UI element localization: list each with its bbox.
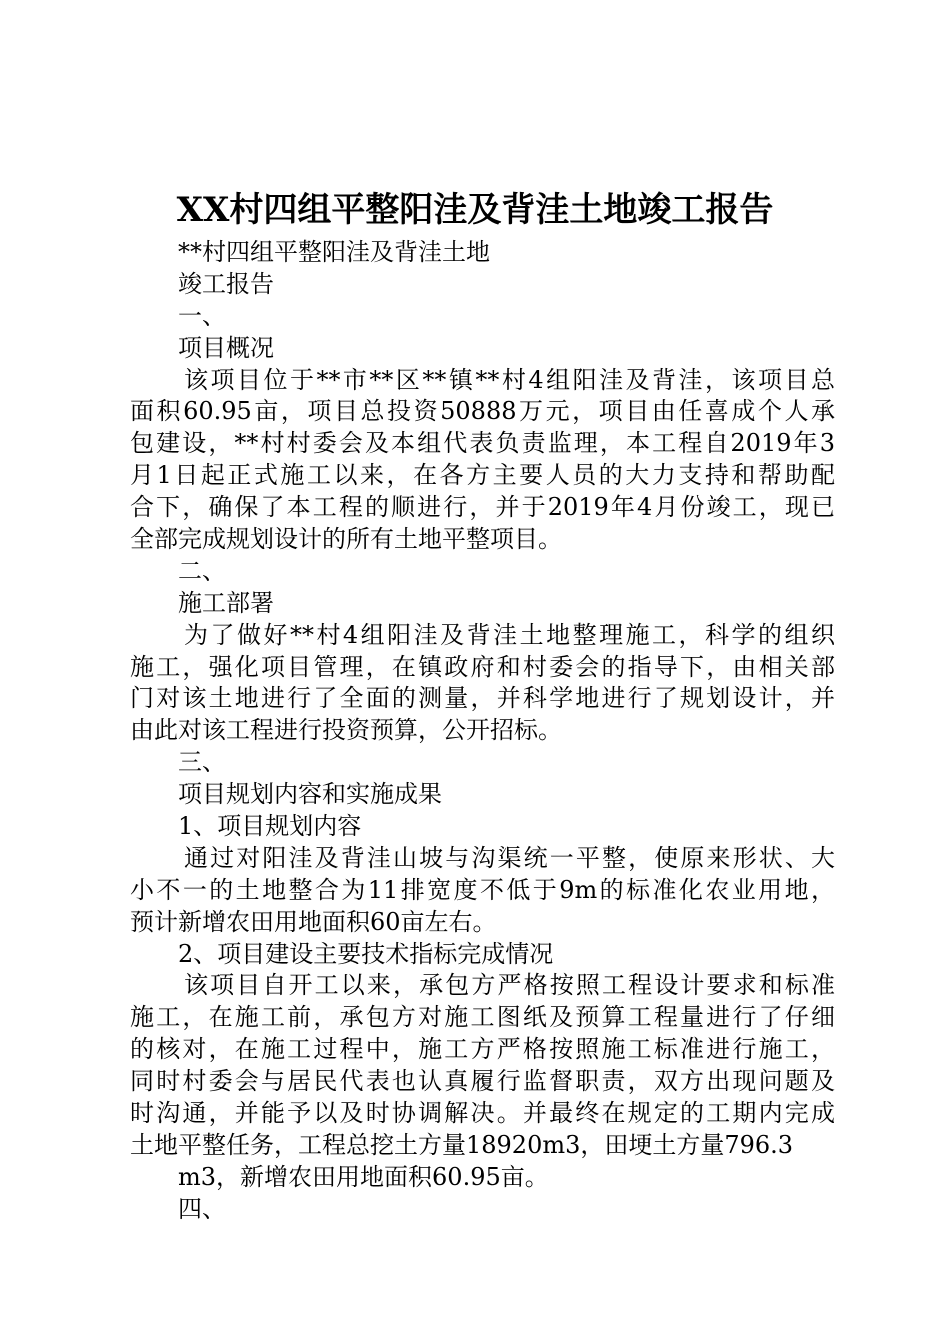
text-line: 项目概况 (178, 333, 274, 362)
text-line: 通过对阳洼及背洼山坡与沟渠统一平整，使原来形状、大 (184, 843, 835, 872)
text-line: **村四组平整阳洼及背洼土地 (178, 238, 490, 266)
text-line: 该项目位于**市**区**镇**村4组阳洼及背洼，该项目总 (184, 365, 835, 394)
text-line: 该项目自开工以来，承包方严格按照工程设计要求和标准 (184, 971, 835, 1000)
text-line: 施工部署 (178, 588, 274, 617)
text-line: 1、项目规划内容 (178, 812, 362, 841)
text-line: 门对该土地进行了全面的测量，并科学地进行了规划设计，并 (130, 684, 835, 713)
document-body (130, 237, 835, 1226)
text-line: 2、项目建设主要技术指标完成情况 (178, 939, 554, 968)
text-line: 预计新增农田用地面积60亩左右。 (130, 907, 497, 936)
text-line: 面积60.95亩，项目总投资50888万元，项目由任喜成个人承 (130, 397, 835, 426)
text-line: 时沟通，并能予以及时协调解决。并最终在规定的工期内完成 (130, 1099, 835, 1128)
text-line: 施工，在施工前，承包方对施工图纸及预算工程量进行了仔细 (130, 1003, 835, 1032)
text-line: 一、 (178, 301, 226, 330)
text-line: 四、 (178, 1194, 226, 1223)
text-line: 施工，强化项目管理，在镇政府和村委会的指导下，由相关部 (130, 652, 835, 681)
text-line: 小不一的土地整合为11排宽度不低于9m的标准化农业用地， (130, 875, 835, 904)
text-line: 土地平整任务，工程总挖土方量18920m3，田埂土方量796.3 (130, 1130, 794, 1159)
document-title: XX村四组平整阳洼及背洼土地竣工报告 (176, 190, 774, 230)
text-line: 全部完成规划设计的所有土地平整项目。 (130, 525, 562, 554)
text-line: 为了做好**村4组阳洼及背洼土地整理施工，科学的组织 (184, 620, 835, 649)
text-line: 竣工报告 (178, 269, 274, 298)
text-line: 的核对，在施工过程中，施工方严格按照施工标准进行施工， (130, 1035, 835, 1064)
text-line: 包建设，**村村委会及本组代表负责监理，本工程自2019年3 (130, 429, 835, 458)
text-line: 项目规划内容和实施成果 (178, 780, 442, 809)
text-line: 月1日起正式施工以来，在各方主要人员的大力支持和帮助配 (130, 461, 835, 490)
text-line: 合下，确保了本工程的顺进行，并于2019年4月份竣工，现已 (130, 493, 835, 522)
text-line: 由此对该工程进行投资预算，公开招标。 (130, 716, 562, 745)
text-line: m3，新增农田用地面积60.95亩。 (178, 1162, 549, 1191)
text-line: 同时村委会与居民代表也认真履行监督职责，双方出现问题及 (130, 1067, 835, 1096)
text-line: 三、 (178, 748, 226, 777)
text-line: 二、 (178, 556, 226, 585)
